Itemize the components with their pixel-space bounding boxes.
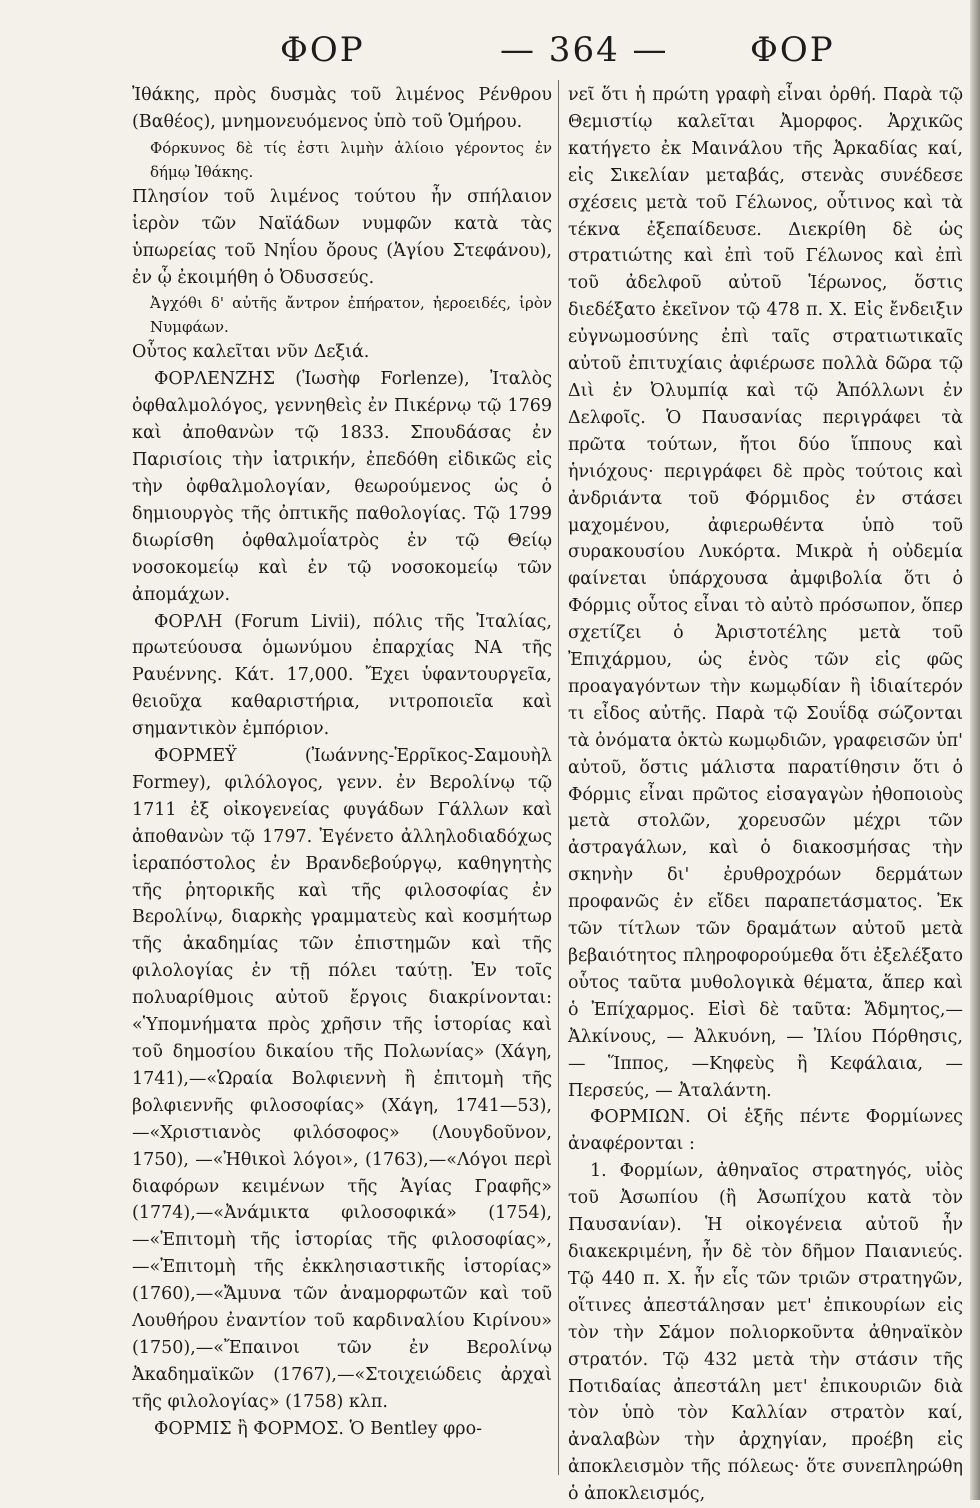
right-column <box>568 82 963 1505</box>
book-spine-shadow <box>970 0 980 1500</box>
verse-quote: Ἀγχόθι δ' αὐτῆς ἄντρον ἐπήρατον, ἠεροειδές, ἱρὸν Νυμφάων. <box>150 294 552 337</box>
entry-paragraph: Πλησίον τοῦ λιμένος τούτου ἦν σπήλαιον ἱερὸν τῶν Ναϊάδων νυμφῶν κατὰ τὰς ὑπωρείας τοῦ Νηΐου ὄρους (Ἁγίου Στεφάνου), ἐν ᾧ ἐκοιμήθη ὁ Ὀδυσσεύς. <box>132 186 552 288</box>
page-number: — 364 — <box>500 30 669 70</box>
verse-quote: Φόρκυνος δὲ τίς ἐστι λιμὴν ἁλίοιο γέροντος ἐν δήμῳ Ἰθάκης. <box>150 138 552 181</box>
entry-paragraph: ΦΟΡΜΙΩΝ. Οἱ ἑξῆς πέντε Φορμίωνες ἀναφέρονται : <box>568 1107 963 1155</box>
entry-paragraph: νεῖ ὅτι ἡ πρώτη γραφὴ εἶναι ὀρθή. Παρὰ τῷ Θεμιστίῳ καλεῖται Ἀμορφος. Ἀρχικῶς κατήγετο ἐκ Μαινάλου τῆς Ἀρκαδίας καί, εἰς Σικελίαν μεταβάς, στενὰς συνέδεσε σχέσεις μετὰ τοῦ Γέλωνος, οὗτινος καὶ τὰ τέκνα ἐξεπαίδευσε. Διεκρίθη δὲ ὡς στρατιώτης καὶ ἐπὶ τοῦ Γέλωνος καὶ ἐπὶ τοῦ ἀδελφοῦ αὐτοῦ Ἱέρωνος, ὅστις διεδέξατο ἐκεῖνον τῷ 478 π. Χ. Εἰς ἔνδειξιν εὐγνωμοσύνης ἐπὶ ταῖς στρατιωτικαῖς αὐτοῦ ἐπιτυχίαις ἀφιέρωσε πολλὰ δῶρα τῷ Διὶ ἐν Ὀλυμπίᾳ καὶ τῷ Ἀπόλλωνι ἐν Δελφοῖς. Ὁ Παυσανίας περιγράφει τὰ πρῶτα τούτων, ἤτοι δύο ἵππους καὶ ἡνιόχους· περιγράφει δὲ πρὸς τούτοις καὶ ἀνδριάντα τοῦ Φόρμιδος ἐν στάσει μαχομένου, ἀφιερωθέντα ὑπὸ τοῦ συρακουσίου Λυκόρτα. Μικρὰ ἡ οὐδεμία φαίνεται ὑπάρχουσα ἀμφιβολία ὅτι ὁ Φόρμις οὗτος εἶναι τὸ αὐτὸ πρόσωπον, ὅπερ σχετίζει ὁ Ἀριστοτέλης μετὰ τοῦ Ἐπιχάρμου, ὡς ἑνὸς τῶν εἰς φῶς προαγαγόντων τὴν κωμῳδίαν ἢ ἰδιαίτερόν τι εἶδος αὐτῆς. Παρὰ τῷ Σουΐδᾳ σώζονται τὰ ὀνόματα ὀκτὼ κωμῳδιῶν, γραφεισῶν ὑπ' αὐτοῦ, ὅστις μάλιστα παρατίθησιν ὅτι ὁ Φόρμις εἶναι πρῶτος εἰσαγαγὼν ἠθοποιοὺς μετὰ στολῶν, χορευσῶν μέχρι τῶν ἀστραγάλων, καὶ ὁ διακοσμήσας τὴν σκηνὴν δι' ἐρυθροχρόων δερμάτων προφανῶς ἐν εἴδει παραπετάσματος. Ἐκ τῶν τίτλων τῶν δραμάτων αὐτοῦ μετὰ βεβαιότητος πληροφορούμεθα ὅτι ἐξελέξατο οὗτος ταῦτα μυθολογικὰ θέματα, ἅπερ καὶ ὁ Ἐπίχαρμος. Εἰσὶ δὲ ταῦτα: Ἄδμητος,— Ἀλκίνους, — Ἀλκυόνη, — Ἰλίου Πόρθησις, — Ἵππος, —Κηφεὺς ἢ Κεφάλαια, — Περσεύς, — Ἀταλάντη. <box>568 85 963 1101</box>
entry-paragraph: Ἰθάκης, πρὸς δυσμὰς τοῦ λιμένος Ρένθρου (Βαθέος), μνημονευόμενος ὑπὸ τοῦ Ὁμήρου. <box>132 85 552 132</box>
entry-paragraph: Οὗτος καλεῖται νῦν Δεξιά. <box>132 342 370 363</box>
left-column <box>132 82 552 1462</box>
column-divider <box>558 80 559 1475</box>
entry-paragraph: ΦΟΡΜΕΫ (Ἰωάννης-Ἑρρῖκος-Σαμουὴλ Formey), φιλόλογος, γενν. ἐν Βερολίνῳ τῷ 1711 ἐξ οἰκογενείας φυγάδων Γάλλων καὶ ἀποθανὼν τῷ 1797. Ἐγένετο ἀλληλοδιαδόχως ἱεραπόστολος ἐν Βρανδεβούργῳ, καθηγητὴς τῆς ῥητορικῆς καὶ τῆς φιλοσοφίας ἐν Βερολίνῳ, διαρκὴς γραμματεὺς καὶ κοσμήτωρ τῆς ἀκαδημίας τῶν ἐπιστημῶν καὶ τῆς φιλολογίας ἐν τῇ πόλει ταύτῃ. Ἐν τοῖς πολυαρίθμοις αὐτοῦ ἔργοις διακρίνονται: «Ὑπομνήματα πρὸς χρῆσιν τῆς ἱστορίας καὶ τοῦ δημοσίου δικαίου τῆς Πολωνίας» (Χάγη, 1741),—«Ὡραία Βολφιεννὴ ἢ ἐπιτομὴ τῆς βολφιεννῆς φιλοσοφίας» (Χάγη, 1741—53), —«Χριστιανὸς φιλόσοφος» (Λουγδοῦνον, 1750), —«Ἠθικοὶ λόγοι», (1763),—«Λόγοι περὶ διαφόρων κειμένων τῆς Ἁγίας Γραφῆς» (1774),—«Ἀνάμικτα φιλοσοφικά» (1754), —«Ἐπιτομὴ τῆς ἱστορίας τῆς φιλοσοφίας», —«Ἐπιτομὴ τῆς ἐκκλησιαστικῆς ἱστορίας» (1760),—«Ἄμυνα τῶν ἀναμορφωτῶν καὶ τοῦ Λουθήρου ἐναντίον τοῦ καρδιναλίου Κιρίνου» (1750),—«Ἔπαινοι τῶν ἐν Βερολίνῳ Ἀκαδημαϊκῶν (1767),—«Στοιχειώδεις ἀρχαὶ τῆς φιλολογίας» (1758) κλπ. <box>132 746 552 1412</box>
entry-paragraph: 1. Φορμίων, ἀθηναῖος στρατηγός, υἱὸς τοῦ Ἀσωπίου (ἢ Ἀσωπίχου κατὰ τὸν Παυσανίαν). Ἡ οἰκογένεια αὐτοῦ ἦν διακεκριμένη, ἦν δὲ τὸν δῆμον Παιανιεύς. Τῷ 440 π. Χ. ἦν εἷς τῶν τριῶν στρατηγῶν, οἵτινες ἀπεστάλησαν μετ' ἐπικουρίων εἰς τὸν τὴν Σάμον πολιορκοῦντα ἀθηναϊκὸν στρατόν. Τῷ 432 μετὰ τὴν στάσιν τῆς Ποτιδαίας ἀπεστάλη μετ' ἐπικουριῶν διὰ τὸν ὑπὸ τὸν Καλλίαν στρατὸν καί, ἀναλαβὼν τὴν ἀρχηγίαν, προέβη εἰς ἀποκλεισμὸν τῆς πόλεως· ὅτε συνεπληρώθη ὁ ἀποκλεισμός, <box>568 1161 963 1505</box>
entry-paragraph: ΦΟΡΛΗ (Forum Livii), πόλις τῆς Ἰταλίας, πρωτεύουσα ὁμωνύμου ἐπαρχίας ΝΑ τῆς Ραυέννης. Κάτ. 17,000. Ἔχει ὑφαντουργεῖα, θειοῦχα καθαριστήρια, νιτροποιεῖα καὶ σημαντικὸν ἐμπόριον. <box>132 611 552 740</box>
entry-paragraph: ΦΟΡΛΕΝΖΗΣ (Ἰωσὴφ Forlenze), Ἰταλὸς ὀφθαλμολόγος, γεννηθεὶς ἐν Πικέρνῳ τῷ 1769 καὶ ἀποθανὼν τῷ 1833. Σπουδάσας ἐν Παρισίοις τὴν ἰατρικήν, ἐπεδόθη εἰδικῶς εἰς τὴν ὀφθαλμολογίαν, θεωρούμενος ὡς ὁ δημιουργὸς τῆς ὀπτικῆς παθολογίας. Τῷ 1799 διωρίσθη ὀφθαλμοΐατρὸς ἐν τῷ Θείῳ νοσοκομείῳ καὶ ἐν τῷ νοσοκομείῳ τῶν ἀπομάχων. <box>132 369 552 605</box>
header-left-guideword: ΦΟΡ <box>280 30 365 70</box>
header-right-guideword: ΦΟΡ <box>750 30 835 70</box>
entry-paragraph: ΦΟΡΜΙΣ ἢ ΦΟΡΜΟΣ. Ὁ Bentley φρο- <box>154 1418 483 1439</box>
page-header <box>80 30 960 78</box>
